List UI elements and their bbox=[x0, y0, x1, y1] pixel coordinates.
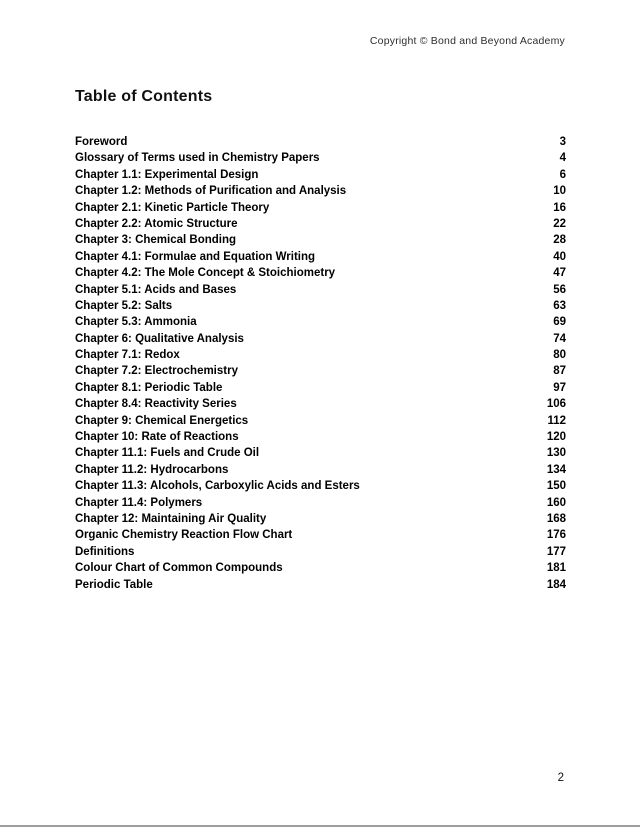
toc-entry-label: Chapter 4.1: Formulae and Equation Writing bbox=[75, 250, 316, 263]
toc-row bbox=[75, 445, 566, 461]
toc-entry-page: 184 bbox=[546, 578, 566, 591]
toc-entry-label: Chapter 7.2: Electrochemistry bbox=[75, 365, 238, 378]
toc-entry-page: 112 bbox=[547, 414, 566, 427]
toc-row bbox=[75, 314, 566, 330]
toc-row bbox=[75, 363, 566, 379]
toc-entry-label: Chapter 8.4: Reactivity Series bbox=[75, 398, 237, 411]
toc-entry-label: Glossary of Terms used in Chemistry Papers bbox=[75, 152, 320, 165]
toc-entry-page: 56 bbox=[553, 283, 566, 296]
toc-entry-page: 3 bbox=[559, 136, 566, 148]
toc-entry-page: 80 bbox=[553, 349, 566, 362]
toc-row bbox=[75, 429, 566, 445]
toc-entry-label: Chapter 1.1: Experimental Design bbox=[75, 168, 259, 181]
toc-entry-label: Periodic Table bbox=[75, 578, 153, 591]
toc-row bbox=[75, 380, 566, 396]
toc-entry-label: Chapter 5.1: Acids and Bases bbox=[75, 283, 237, 296]
toc-entry-page: 69 bbox=[553, 316, 566, 329]
toc-entry-page: 87 bbox=[553, 365, 566, 378]
toc-row bbox=[75, 577, 566, 593]
toc-entry-label: Chapter 2.2: Atomic Structure bbox=[75, 217, 238, 230]
toc-entry-label: Chapter 1.2: Methods of Purification and Analysis bbox=[75, 185, 347, 198]
toc-entry-page: 16 bbox=[553, 201, 566, 214]
toc-row bbox=[75, 495, 566, 511]
toc-row bbox=[75, 134, 566, 150]
toc-entry-page: 134 bbox=[546, 463, 566, 476]
toc-row bbox=[75, 347, 566, 363]
toc-row bbox=[75, 511, 566, 527]
page-bottom-edge-divider bbox=[0, 825, 640, 827]
toc-entry-label: Foreword bbox=[75, 136, 128, 148]
toc-entry-label: Chapter 7.1: Redox bbox=[75, 349, 180, 362]
footer-page-number: 2 bbox=[557, 772, 564, 784]
toc-entry-label: Chapter 5.2: Salts bbox=[75, 299, 173, 312]
toc-entry-page: 181 bbox=[546, 562, 566, 575]
toc-entry-page: 22 bbox=[553, 217, 566, 230]
toc-entry-page: 176 bbox=[546, 529, 566, 542]
toc-row bbox=[75, 298, 566, 314]
toc-entry-page: 47 bbox=[553, 267, 566, 280]
toc-row bbox=[75, 560, 566, 576]
toc-entry-label: Chapter 4.2: The Mole Concept & Stoichiometry bbox=[75, 267, 336, 280]
toc-row bbox=[75, 413, 566, 429]
toc-row bbox=[75, 167, 566, 183]
toc-entry-page: 130 bbox=[546, 447, 566, 460]
toc-entry-label: Chapter 2.1: Kinetic Particle Theory bbox=[75, 201, 270, 214]
copyright-text: Copyright © Bond and Beyond Academy bbox=[369, 35, 565, 47]
toc-entry-page: 120 bbox=[546, 431, 566, 444]
toc-row bbox=[75, 282, 566, 298]
toc-row bbox=[75, 265, 566, 281]
toc-entry-label: Organic Chemistry Reaction Flow Chart bbox=[75, 529, 293, 542]
toc-entry-page: 106 bbox=[546, 398, 566, 411]
toc-row bbox=[75, 478, 566, 494]
toc-entry-label: Chapter 12: Maintaining Air Quality bbox=[75, 512, 267, 525]
toc-row bbox=[75, 331, 566, 347]
toc-list bbox=[75, 134, 566, 593]
toc-entry-label: Chapter 9: Chemical Energetics bbox=[75, 414, 249, 427]
toc-entry-page: 10 bbox=[553, 185, 566, 198]
toc-entry-label: Definitions bbox=[75, 545, 135, 558]
toc-row bbox=[75, 216, 566, 232]
toc-entry-label: Chapter 8.1: Periodic Table bbox=[75, 381, 223, 394]
toc-row bbox=[75, 249, 566, 265]
toc-entry-page: 63 bbox=[553, 299, 566, 312]
toc-row bbox=[75, 396, 566, 412]
toc-row bbox=[75, 200, 566, 216]
toc-entry-page: 4 bbox=[559, 152, 566, 165]
toc-row bbox=[75, 527, 566, 543]
toc-entry-page: 40 bbox=[553, 250, 566, 263]
toc-entry-label: Chapter 3: Chemical Bonding bbox=[75, 234, 237, 247]
toc-entry-label: Chapter 10: Rate of Reactions bbox=[75, 431, 239, 444]
toc-entry-page: 74 bbox=[553, 332, 566, 345]
toc-row bbox=[75, 544, 566, 560]
toc-entry-page: 28 bbox=[553, 234, 566, 247]
toc-row bbox=[75, 183, 566, 199]
toc-row bbox=[75, 150, 566, 166]
toc-entry-label: Colour Chart of Common Compounds bbox=[75, 562, 283, 575]
toc-entry-page: 160 bbox=[546, 496, 566, 509]
toc-entry-label: Chapter 11.2: Hydrocarbons bbox=[75, 463, 229, 476]
toc-entry-label: Chapter 6: Qualitative Analysis bbox=[75, 332, 244, 345]
toc-row bbox=[75, 462, 566, 478]
toc-entry-page: 97 bbox=[553, 381, 566, 394]
toc-entry-page: 150 bbox=[546, 480, 566, 493]
toc-entry-label: Chapter 5.3: Ammonia bbox=[75, 316, 197, 329]
toc-entry-page: 168 bbox=[546, 512, 566, 525]
toc-entry-page: 6 bbox=[559, 168, 566, 181]
toc-entry-label: Chapter 11.1: Fuels and Crude Oil bbox=[75, 447, 260, 460]
toc-entry-page: 177 bbox=[546, 545, 566, 558]
toc-entry-label: Chapter 11.4: Polymers bbox=[75, 496, 203, 509]
toc-entry-label: Chapter 11.3: Alcohols, Carboxylic Acids and Esters bbox=[75, 480, 360, 493]
toc-row bbox=[75, 232, 566, 248]
page-title: Table of Contents bbox=[75, 88, 213, 105]
